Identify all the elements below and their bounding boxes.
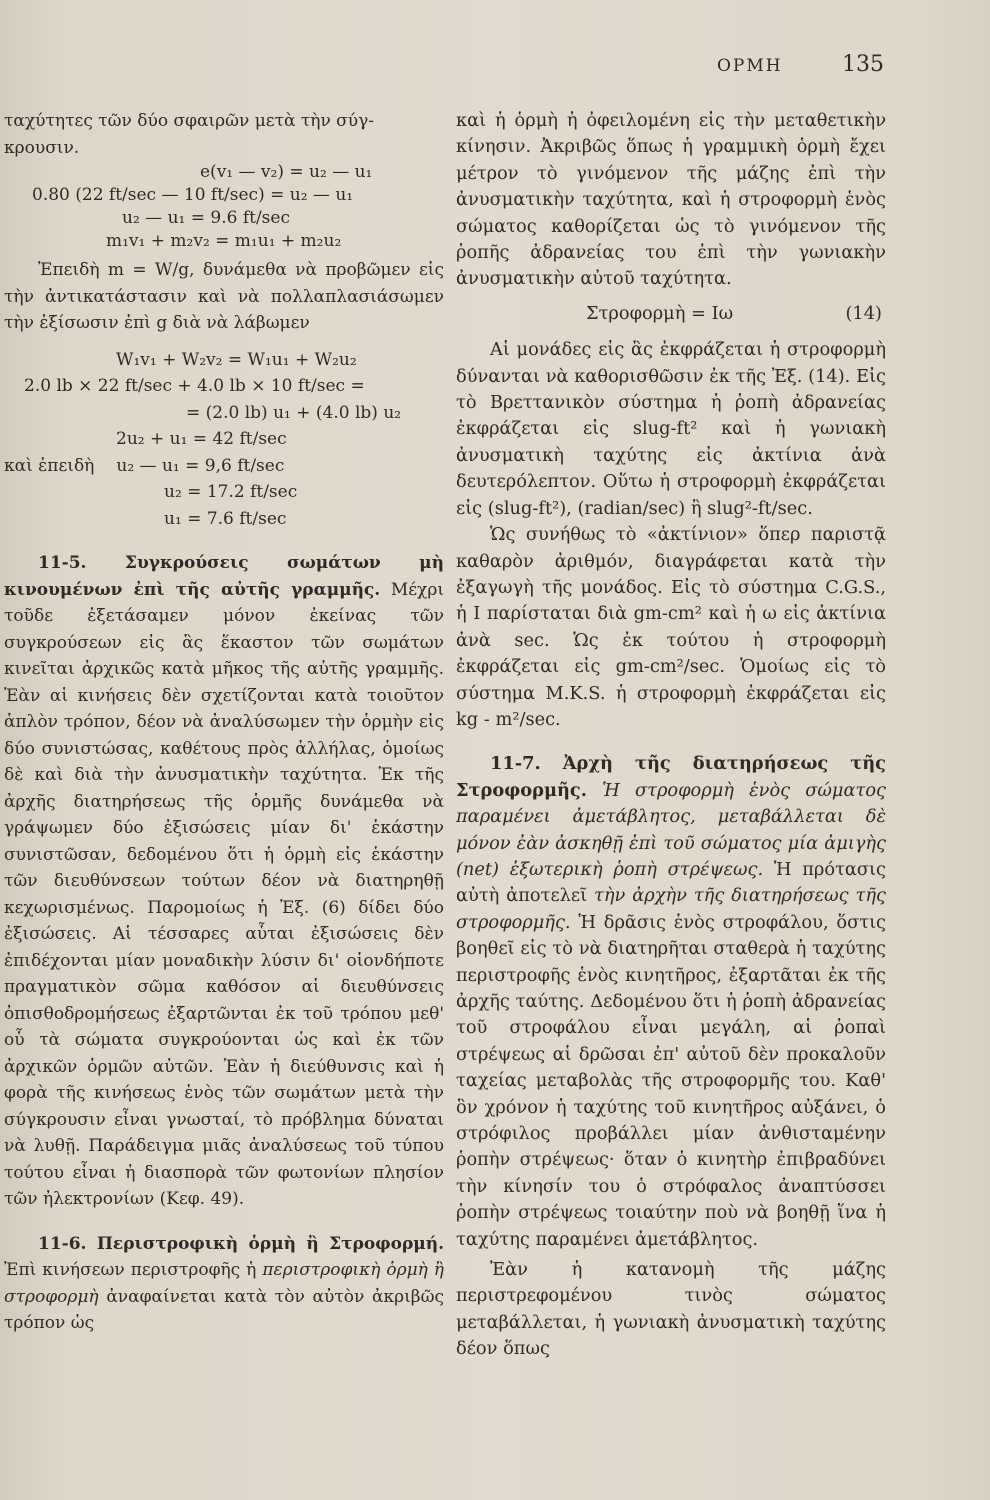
equation-14 xyxy=(456,301,886,327)
section-11-5 xyxy=(4,550,444,1213)
equation: e(v₁ — v₂) = u₂ — u₁ xyxy=(200,162,373,182)
running-title: ΟΡΜΗ xyxy=(717,56,783,76)
equation: = (2.0 lb) u₁ + (4.0 lb) u₂ xyxy=(186,402,402,423)
paragraph: Ὡς συνήθως τὸ «ἀκτίνιον» ὅπερ παριστᾷ καθαρὸν ἀριθμόν, διαγράφεται κατὰ τὴν ἐξαγωγὴ τῆς μονάδος. Εἰς τὸ σύστημα C.G.S., ἡ I παρίσταται διὰ gm-cm² καὶ ἡ ω εἰς ἀκτίνια ἀνὰ sec. Ὡς ἐκ τούτου ἡ στροφορμὴ ἐκφράζεται εἰς gm-cm²/sec. Ὁμοίως εἰς τὸ σύστημα M.K.S. ἡ στροφορμὴ ἐκφράζεται εἰς kg - m²/sec. xyxy=(456,524,886,730)
left-column xyxy=(4,108,444,1337)
equation-line xyxy=(4,453,444,480)
section-body: ἀναφαίνεται κατὰ τὸν αὐτὸν ἀκριβῶς τρόπον ὡς xyxy=(4,1286,444,1333)
equation: m₁v₁ + m₂v₂ = m₁u₁ + m₂u₂ xyxy=(106,231,342,251)
equation: u₂ — u₁ = 9.6 ft/sec xyxy=(122,208,290,228)
equation: u₂ = 17.2 ft/sec xyxy=(164,482,298,502)
equation: W₁v₁ + W₂v₂ = W₁u₁ + W₂u₂ xyxy=(116,349,357,370)
equation: 2.0 lb × 22 ft/sec + 4.0 lb × 10 ft/sec = xyxy=(24,376,365,396)
section-title: 11-7. Ἀρχὴ τῆς διατηρήσεως τῆς Στροφορμῆς. xyxy=(456,753,886,801)
page-header xyxy=(0,52,990,86)
section-11-7 xyxy=(456,751,886,1253)
section-body: Ἐπὶ κινήσεων περιστροφῆς ἡ xyxy=(4,1260,263,1280)
section-term: περιστροφικὴ ὁρμὴ ἢ στροφορμὴ xyxy=(4,1260,444,1307)
paragraph: καὶ ἡ ὁρμὴ ἡ ὀφειλομένη εἰς τὴν μεταθετικὴν κίνησιν. Ἀκριβῶς ὅπως ἡ γραμμικὴ ὁρμὴ ἔχει μέτρον τὸ γινόμενον τῆς μάζης ἐπὶ τὴν ἀνυσματικὴν ταχύτητα, καὶ ἡ στροφορμὴ ἑνὸς σώματος καθορίζεται ὡς τὸ γινόμενον τῆς ῥοπῆς ἀδρανείας του ἐπὶ τὴν γωνιακὴν ἀνυσματικὴν αὐτοῦ ταχύτητα. xyxy=(456,110,886,290)
page-number: 135 xyxy=(842,52,884,77)
equation: Στροφορμὴ = Iω xyxy=(586,302,734,324)
section-11-6 xyxy=(4,1231,444,1337)
section-statement: Ἡ στροφορμὴ ἑνὸς σώματος παραμένει ἀμετάβλητος, μεταβάλλεται δὲ μόνον ἐὰν ἀσκηθῇ ἐπὶ τοῦ σώματος μία ἀμιγὴς (net) ἐξωτερικὴ ῥοπὴ στρέψεως. xyxy=(456,779,886,880)
right-column xyxy=(456,108,886,1363)
intro-line: ταχύτητες τῶν δύο σφαιρῶν μετὰ τὴν σύγ- xyxy=(4,111,375,131)
paragraph: Ἐὰν ἡ κατανομὴ τῆς μάζης περιστρεφομένου τινὸς σώματος μεταβάλλεται, ἡ γωνιακὴ ἀνυσματικὴ ταχύτης δέον ὅπως xyxy=(456,1259,886,1360)
section-title: 11-6. Περιστροφικὴ ὁρμὴ ἢ Στροφορμή. xyxy=(38,1233,444,1254)
section-body: Ἡ δρᾶσις ἑνὸς στροφάλου, ὅστις βοηθεῖ εἰς τὸ νὰ διατηρῆται σταθερὰ ἡ ταχύτης περιστροφῆς ἑνὸς κινητῆρος, ἐξαρτᾶται ἐκ τῆς ἀρχῆς ταύτης. Δεδομένου ὅτι ἡ ῥοπὴ ἀδρανείας τοῦ στροφάλου εἶναι μεγάλη, αἱ ῥοπαὶ στρέψεως αἱ δρῶσαι ἐπ' αὐτοῦ δὲν προκαλοῦν ταχείας μεταβολὰς τῆς στροφορμῆς του. Καθ' ὃν χρόνον ἡ ταχύτης τοῦ κινητῆρος αὐξάνει, ὁ στρόφιλος προβάλλει μίαν ἀνθισταμένην ῥοπὴν στρέψεως· ὅταν ὁ κινητὴρ ἐπιβραδύνει τὴν κίνησίν του ὁ στρόφαλος ἀναπτύσσει ῥοπὴν στρέψεως τοιαύτην ποὺ νὰ βοηθῇ ἵνα ἡ ταχύτης παραμένει ἀμετάβλητος. xyxy=(456,911,886,1250)
equation-number: (14) xyxy=(845,302,882,324)
section-body: Ἡ πρότασις αὐτὴ ἀποτελεῖ xyxy=(456,858,886,907)
section-body: Μέχρι τοῦδε ἐξετάσαμεν μόνον ἐκείνας τῶν συγκρούσεων εἰς ἃς ἕκαστον τῶν σωμάτων κινεῖται ἀρχικῶς κατὰ μῆκος τῆς αὐτῆς γραμμῆς. Ἐὰν αἱ κινήσεις δὲν σχετίζονται κατὰ τοιοῦτον ἁπλὸν τρόπον, δέον νὰ ἀναλύσωμεν τὴν ὁρμὴν εἰς δύο συνιστώσας, καθέτους πρὸς ἀλλήλας, ὁμοίως δὲ καὶ διὰ τὴν ἀνυσματικὴν ταχύτητα. Ἐκ τῆς ἀρχῆς διατηρήσεως τῆς ὁρμῆς δυνάμεθα νὰ γράψωμεν δύο ἐξισώσεις μίαν δι' ἑκάστην συνιστῶσαν, δεδομένου ὅτι ἡ ὁρμὴ εἰς ἑκάστην τῶν διευθύνσεων τούτων δέον νὰ διατηρηθῇ κεχωρισμένως. Παρομοίως ἡ Ἐξ. (6) δίδει δύο ἐξισώσεις. Αἱ τέσσαρες αὗται ἐξισώσεις δὲν ἐπιδέχονται μίαν μοναδικὴν λύσιν δι' οἱονδήποτε πραγματικὸν σῶμα καθόσον αἱ διευθύνσεις ὀπισθοδρομήσεως ἐξαρτῶνται ἐκ τοῦ τρόπου μεθ' οὗ τὰ σώματα συγκρούονται ὡς καὶ ἐκ τῶν ἀρχικῶν ὁρμῶν αὐτῶν. Ἐὰν ἡ διεύθυνσις καὶ ἡ φορὰ τῆς κινήσεως ἑνὸς τῶν σωμάτων μετὰ τὴν σύγκρουσιν εἶναι γνωσταί, τὸ πρόβλημα δύναται νὰ λυθῇ. Παράδειγμα μιᾶς ἀναλύσεως τοῦ τύπου τούτου εἶναι ἡ διασπορὰ τῶν φωτονίων πλησίον τῶν ἠλεκτρονίων (Κεφ. 49). xyxy=(4,579,445,1209)
paragraph: Αἱ μονάδες εἰς ἃς ἐκφράζεται ἡ στροφορμὴ δύνανται νὰ καθορισθῶσιν ἐκ τῆς Ἐξ. (14). Εἰς τὸ Βρεττανικὸν σύστημα ἡ ῥοπὴ ἀδρανείας ἐκφράζεται εἰς slug-ft² καὶ ἡ γωνιακὴ ἀνυσματικὴ ταχύτης εἰς ἀκτίνια ἀνὰ δευτερόλεπτον. Οὕτω ἡ στροφορμὴ ἐκφράζεται εἰς (slug-ft²), (radian/sec) ἢ slug²-ft/sec. xyxy=(456,339,886,519)
epeidh-label: καὶ ἐπειδὴ xyxy=(4,455,95,476)
intro-line: κρουσιν. xyxy=(4,137,80,158)
section-title: 11-5. Συγκρούσεις σωμάτων μὴ κινουμένων ἐπὶ τῆς αὐτῆς γραμμῆς. xyxy=(4,553,444,600)
equation: 0.80 (22 ft/sec — 10 ft/sec) = u₂ — u₁ xyxy=(32,185,354,205)
equation: u₂ — u₁ = 9,6 ft/sec xyxy=(116,455,285,476)
section-principle: τὴν ἀρχὴν τῆς διατηρήσεως τῆς στροφορμῆς. xyxy=(456,885,886,933)
equation: u₁ = 7.6 ft/sec xyxy=(164,508,287,529)
equation: 2u₂ + u₁ = 42 ft/sec xyxy=(116,429,287,449)
paragraph: Ἐπειδὴ m = W/g, δυνάμεθα νὰ προβῶμεν εἰς τὴν ἀντικατάστασιν καὶ νὰ πολλαπλασιάσωμεν τὴν ἐξίσωσιν ἐπὶ g διὰ νὰ λάβωμεν xyxy=(4,260,444,333)
